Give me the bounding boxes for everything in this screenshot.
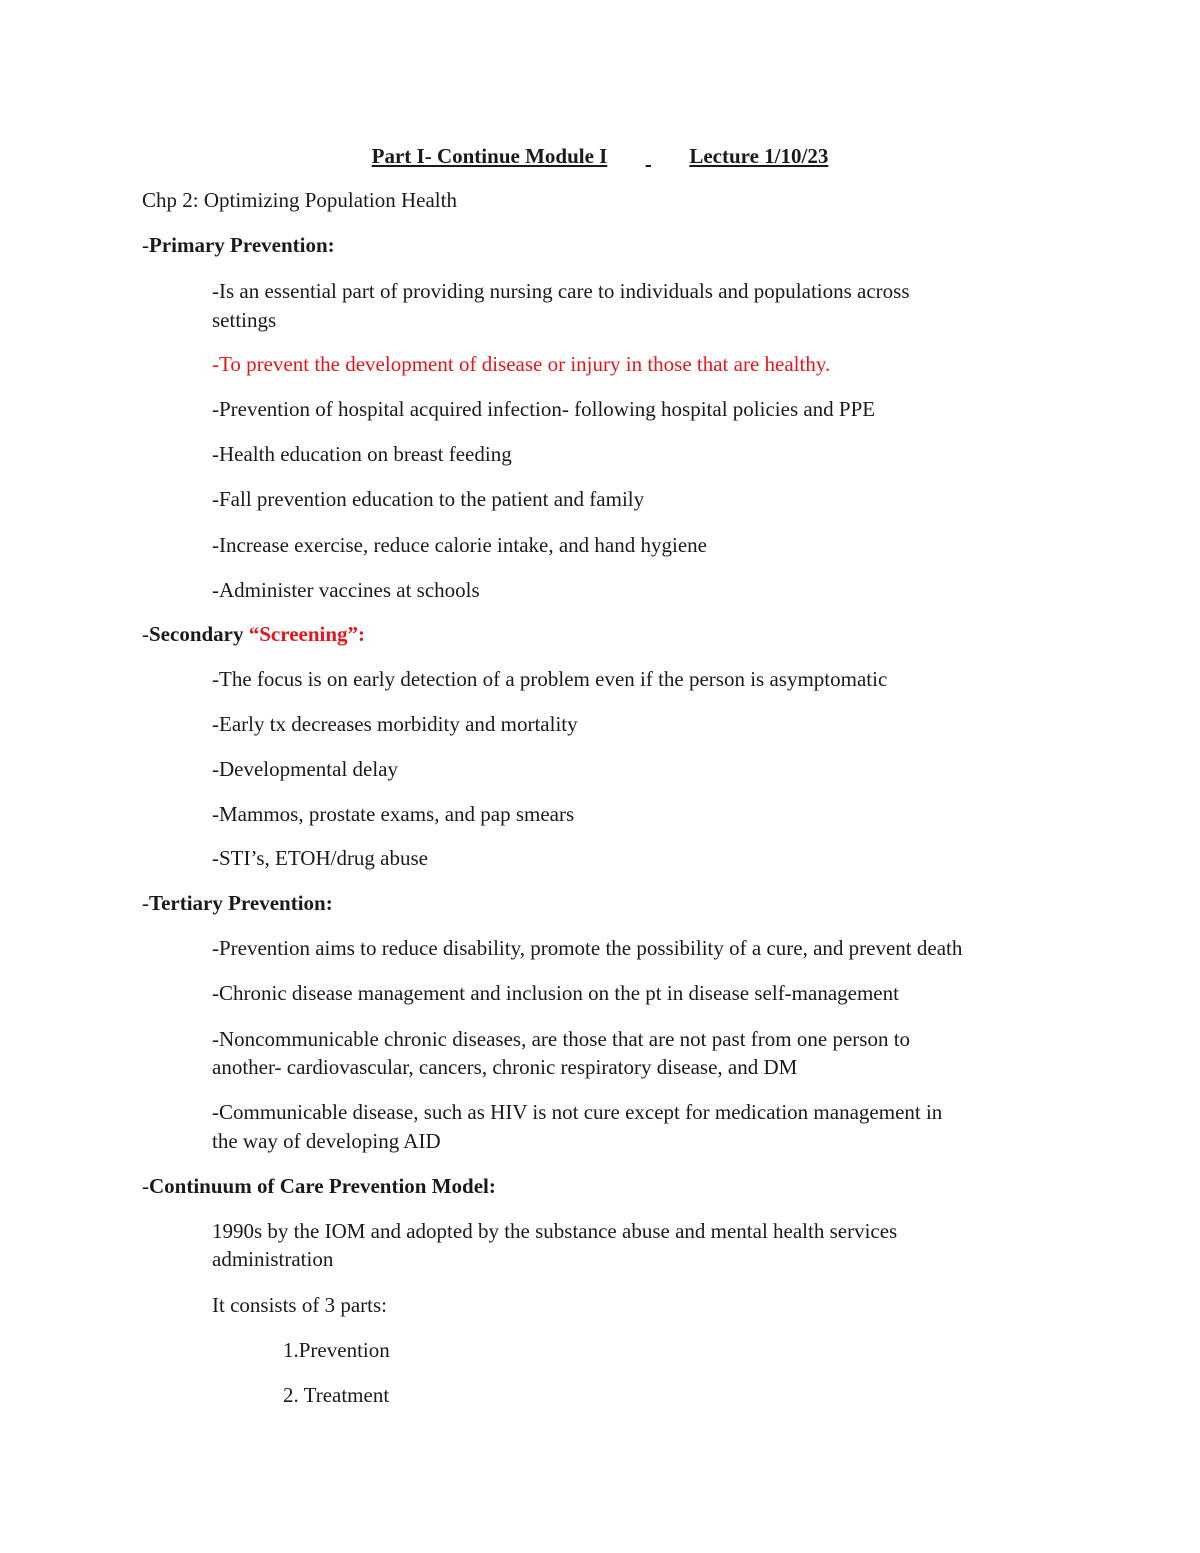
continuum-line: administration <box>212 1247 334 1271</box>
tertiary-item: another- cardiovascular, cancers, chronic respiratory disease, and DM <box>212 1055 798 1079</box>
tertiary-heading-label: Tertiary Prevention: <box>149 891 333 915</box>
page-title <box>0 142 1200 170</box>
continuum-heading-dash: - <box>142 1174 149 1198</box>
tertiary-item: -Prevention aims to reduce disability, promote the possibility of a cure, and prevent death <box>212 936 963 960</box>
tertiary-heading-dash: - <box>142 891 149 915</box>
secondary-item: -STI’s, ETOH/drug abuse <box>212 846 428 870</box>
continuum-line: It consists of 3 parts: <box>212 1293 387 1317</box>
tertiary-item: -Noncommunicable chronic diseases, are those that are not past from one person to <box>212 1027 911 1051</box>
continuum-part: 2. Treatment <box>283 1383 390 1407</box>
secondary-item: -The focus is on early detection of a problem even if the person is asymptomatic <box>212 667 888 691</box>
title-part: Part I- Continue Module I <box>371 144 608 168</box>
tertiary-heading <box>142 889 333 917</box>
secondary-heading-label: Secondary <box>149 622 244 646</box>
primary-item: -Health education on breast feeding <box>212 442 512 466</box>
continuum-part: 1.Prevention <box>283 1338 390 1362</box>
secondary-item: -Developmental delay <box>212 757 399 781</box>
primary-item: -Administer vaccines at schools <box>212 578 480 602</box>
continuum-heading-label: Continuum of Care Prevention Model: <box>149 1174 496 1198</box>
chapter-heading: Chp 2: Optimizing Population Health <box>142 188 457 212</box>
secondary-item: -Early tx decreases morbidity and mortality <box>212 712 578 736</box>
tertiary-item: -Chronic disease management and inclusion on the pt in disease self-management <box>212 981 899 1005</box>
continuum-heading <box>142 1172 496 1200</box>
primary-item: -Increase exercise, reduce calorie intake, and hand hygiene <box>212 533 707 557</box>
primary-heading-dash: - <box>142 233 149 257</box>
secondary-heading-screening: “Screening”: <box>248 622 366 646</box>
secondary-heading <box>142 620 365 648</box>
title-lecture: Lecture 1/10/23 <box>689 144 829 168</box>
primary-item: -Fall prevention education to the patient and family <box>212 487 645 511</box>
primary-item: -Is an essential part of providing nursing care to individuals and populations across <box>212 279 910 303</box>
primary-item-highlight: -To prevent the development of disease or injury in those that are healthy. <box>212 352 831 376</box>
primary-item: settings <box>212 308 277 332</box>
secondary-item: -Mammos, prostate exams, and pap smears <box>212 802 575 826</box>
tertiary-item: -Communicable disease, such as HIV is not cure except for medication management in <box>212 1100 943 1124</box>
title-gap <box>607 142 689 170</box>
primary-heading-label: Primary Prevention: <box>149 233 335 257</box>
continuum-line: 1990s by the IOM and adopted by the substance abuse and mental health services <box>212 1219 898 1243</box>
secondary-heading-dash: - <box>142 622 149 646</box>
tertiary-item: the way of developing AID <box>212 1129 441 1153</box>
primary-heading <box>142 231 335 259</box>
primary-item: -Prevention of hospital acquired infection- following hospital policies and PPE <box>212 397 876 421</box>
